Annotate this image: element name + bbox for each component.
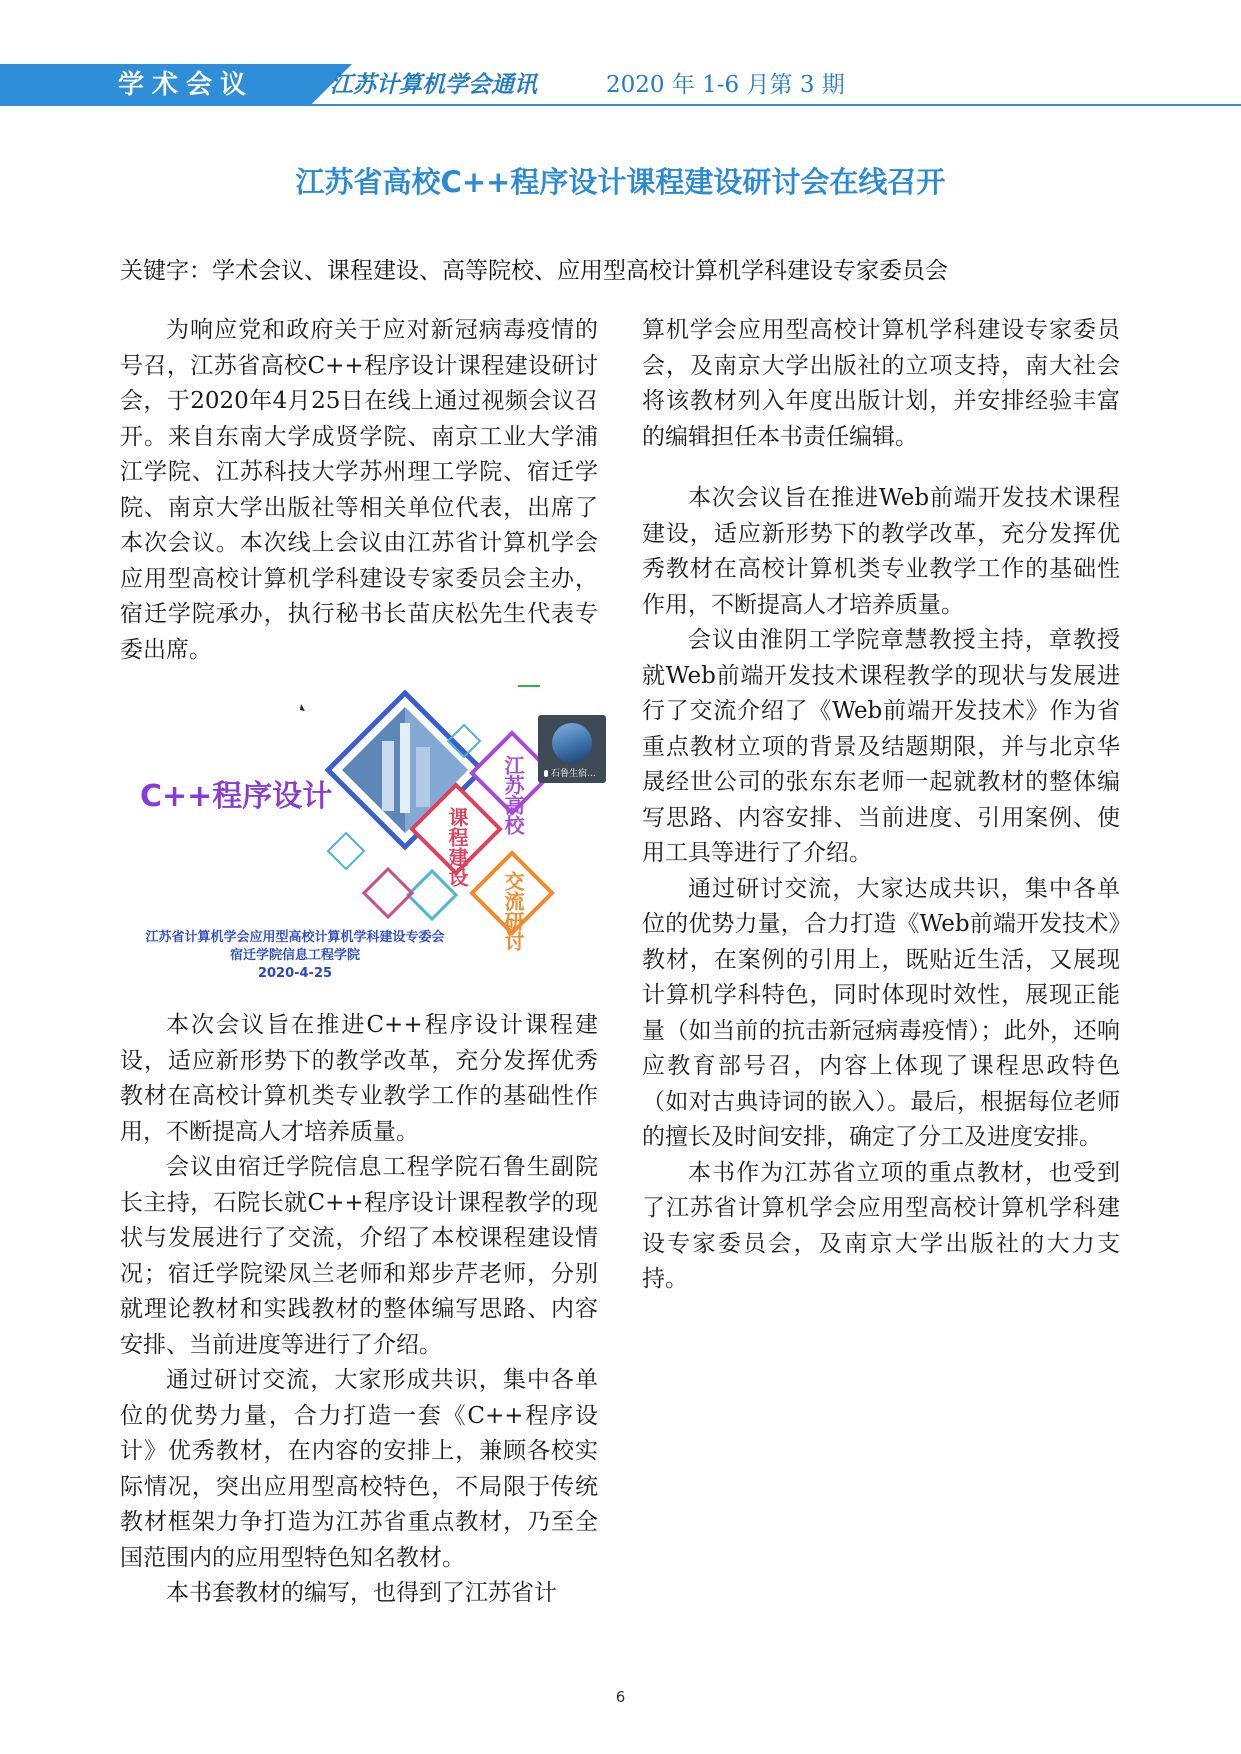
paragraph: 会议由宿迁学院信息工程学院石鲁生副院长主持，石院长就C++程序设计课程教学的现状与发展进行了交流，介绍了本校课程建设情况；宿迁学院梁凤兰老师和郑步芹老师，分别就理论教材和实践教材的整体编写思路、内容安排、当前进度等进行了介绍。	[120, 1154, 598, 1358]
paragraph: 会议由淮阴工学院章慧教授主持，章教授就Web前端开发技术课程教学的现状与发展进行了交流介绍了《Web前端开发技术》作为省重点教材立项的背景及结题期限，并与北京华晟经世公司的张东东老师一起就教材的整体编写思路、内容安排、当前进度、引用案例、使用工具等进行了介绍。	[642, 627, 1120, 866]
diamond-small-teal	[328, 833, 364, 869]
paragraph: 通过研讨交流，大家达成共识，集中各单位的优势力量，合力打造《Web前端开发技术》教材，在案例的引用上，既贴近生活，又展现计算机学科特色，同时体现时效性，展现正能量（如当前的抗击新冠病毒疫情）；此外，还响应教育部号召，内容上体现了课程思政特色（如对古典诗词的嵌入）。最后，根据每位老师的擅长及时间安排，确定了分工及进度安排。	[642, 875, 1120, 1150]
page-number: 6	[615, 1688, 626, 1706]
participant-video-tile	[538, 715, 606, 783]
paragraph-continued: 算机学会应用型高校计算机学科建设专家委员会，及南京大学出版社的立项支持，南大社会将该教材列入年度出版计划，并安排经验丰富的编辑担任本书责任编辑。	[642, 317, 1120, 450]
keywords: 关键字：学术会议、课程建设、高等院校、应用型高校计算机学科建设专家委员会	[120, 258, 948, 284]
left-column-top	[120, 313, 598, 668]
course-name: C++程序设计	[140, 779, 333, 814]
paragraph: 为响应党和政府关于应对新冠病毒疫情的号召，江苏省高校C++程序设计课程建设研讨会，于2020年4月25日在线上通过视频会议召开。来自东南大学成贤学院、南京工业大学浦江学院、江苏科技大学苏州理工学院、宿迁学院、南京大学出版社等相关单位代表，出席了本次会议。本次线上会议由江苏省计算机学会应用型高校计算机学科建设专家委员会主办，宿迁学院承办，执行秘书长苗庆松先生代表专委出席。	[120, 317, 598, 663]
right-column	[642, 313, 1120, 1298]
cursor-icon	[300, 704, 305, 711]
left-column-bottom	[120, 1008, 598, 1612]
participant-name: 石鲁生宿...	[551, 769, 596, 779]
organizer-line: 江苏省计算机学会应用型高校计算机学科建设专委会	[145, 930, 445, 945]
organizer-line: 宿迁学院信息工程学院	[229, 948, 360, 963]
paragraph: 通过研讨交流，大家形成共识，集中各单位的优势力量，合力打造一套《C++程序设计》优秀教材，在内容的安排上，兼顾各校实际情况，突出应用型高校特色，不局限于传统教材框架力争打造为江苏省重点教材，乃至全国范围内的应用型特色知名教材。	[120, 1367, 598, 1571]
journal-name: 江苏计算机学会通讯	[330, 71, 537, 98]
organizer-date: 2020-4-25	[257, 966, 333, 981]
paragraph: 本次会议旨在推进Web前端开发技术课程建设，适应新形势下的教学改革，充分发挥优秀教材在高校计算机类专业教学工作的基础性作用，不断提高人才培养质量。	[642, 485, 1120, 618]
word-course: 课程建设	[445, 807, 469, 887]
word-jiangsu: 江苏高校	[501, 755, 525, 835]
header-rule	[0, 104, 1241, 106]
organizer-text	[120, 929, 470, 983]
paragraph: 本书作为江苏省立项的重点教材，也受到了江苏省计算机学会应用型高校计算机学科建设专家委员会，及南京大学出版社的大力支持。	[642, 1159, 1120, 1292]
section-label: 学术会议	[118, 70, 255, 100]
issue-label: 2020 年 1-6 月第 3 期	[606, 72, 845, 98]
microphone-icon	[544, 770, 548, 777]
diamond-pink	[364, 869, 412, 917]
paragraph: 本次会议旨在推进C++程序设计课程建设，适应新形势下的教学改革，充分发挥优秀教材在高校计算机类专业教学工作的基础性作用，不断提高人才培养质量。	[120, 1012, 598, 1145]
participant-avatar	[552, 723, 592, 763]
word-exchange: 交流研讨	[501, 871, 525, 951]
paragraph: 本书套教材的编写，也得到了江苏省计	[166, 1580, 557, 1606]
meeting-screenshot	[120, 683, 606, 993]
article-title: 江苏省高校C++程序设计课程建设研讨会在线召开	[295, 165, 946, 199]
